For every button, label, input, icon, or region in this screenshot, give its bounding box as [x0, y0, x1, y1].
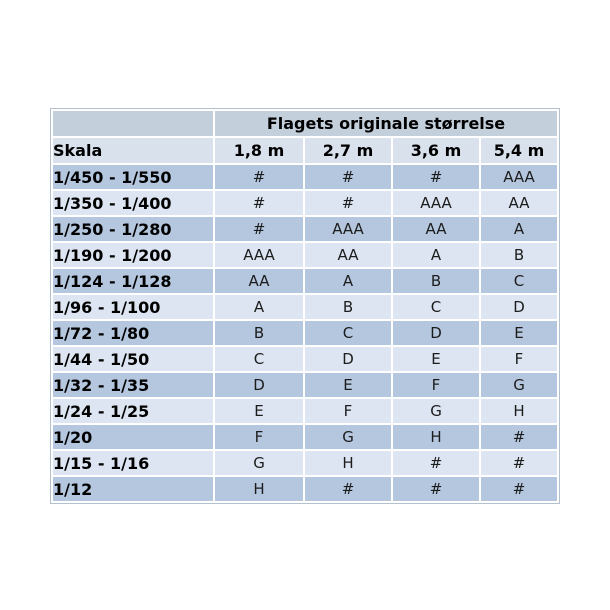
value-cell: C [305, 321, 391, 345]
value-cell: # [393, 477, 479, 501]
value-cell: A [393, 243, 479, 267]
value-cell: D [481, 295, 557, 319]
table-row [53, 321, 557, 345]
value-cell: B [393, 269, 479, 293]
value-cell: D [215, 373, 303, 397]
value-cell: # [393, 451, 479, 475]
value-cell: F [215, 425, 303, 449]
value-cell: G [215, 451, 303, 475]
value-cell: D [305, 347, 391, 371]
value-cell: G [305, 425, 391, 449]
value-cell: H [305, 451, 391, 475]
table-title-row [53, 111, 557, 136]
value-cell: AA [393, 217, 479, 241]
scale-cell: 1/15 - 1/16 [53, 451, 213, 475]
value-cell: C [215, 347, 303, 371]
table-row [53, 165, 557, 189]
value-cell: AAA [481, 165, 557, 189]
value-cell: C [393, 295, 479, 319]
table-row [53, 399, 557, 423]
scale-cell: 1/450 - 1/550 [53, 165, 213, 189]
column-header-3-6m: 3,6 m [393, 138, 479, 163]
value-cell: AAA [215, 243, 303, 267]
scale-cell: 1/96 - 1/100 [53, 295, 213, 319]
table-row [53, 269, 557, 293]
value-cell: E [393, 347, 479, 371]
scale-cell: 1/32 - 1/35 [53, 373, 213, 397]
table-row [53, 217, 557, 241]
flag-size-scale-table [50, 108, 560, 504]
value-cell: # [305, 191, 391, 215]
value-cell: B [305, 295, 391, 319]
value-cell: A [481, 217, 557, 241]
value-cell: AAA [393, 191, 479, 215]
scale-cell: 1/350 - 1/400 [53, 191, 213, 215]
value-cell: A [305, 269, 391, 293]
column-header-5-4m: 5,4 m [481, 138, 557, 163]
value-cell: B [481, 243, 557, 267]
value-cell: B [215, 321, 303, 345]
value-cell: # [215, 191, 303, 215]
value-cell: AAA [305, 217, 391, 241]
value-cell: # [481, 451, 557, 475]
table-row [53, 295, 557, 319]
column-header-1-8m: 1,8 m [215, 138, 303, 163]
scale-cell: 1/44 - 1/50 [53, 347, 213, 371]
value-cell: H [481, 399, 557, 423]
scale-cell: 1/12 [53, 477, 213, 501]
column-header-skala: Skala [53, 138, 213, 163]
value-cell: C [481, 269, 557, 293]
table-row [53, 191, 557, 215]
value-cell: # [393, 165, 479, 189]
table-row [53, 347, 557, 371]
value-cell: E [481, 321, 557, 345]
value-cell: # [481, 477, 557, 501]
scale-cell: 1/250 - 1/280 [53, 217, 213, 241]
value-cell: # [481, 425, 557, 449]
value-cell: G [481, 373, 557, 397]
table-row [53, 477, 557, 501]
value-cell: AA [481, 191, 557, 215]
value-cell: # [215, 217, 303, 241]
value-cell: G [393, 399, 479, 423]
column-header-2-7m: 2,7 m [305, 138, 391, 163]
value-cell: AA [215, 269, 303, 293]
column-header-row [53, 138, 557, 163]
value-cell: # [215, 165, 303, 189]
scale-cell: 1/24 - 1/25 [53, 399, 213, 423]
value-cell: F [393, 373, 479, 397]
value-cell: A [215, 295, 303, 319]
scale-cell: 1/20 [53, 425, 213, 449]
value-cell: E [215, 399, 303, 423]
value-cell: H [215, 477, 303, 501]
value-cell: F [481, 347, 557, 371]
table-title: Flagets originale størrelse [215, 111, 557, 136]
value-cell: # [305, 165, 391, 189]
table-row [53, 373, 557, 397]
corner-cell [53, 111, 213, 136]
value-cell: # [305, 477, 391, 501]
value-cell: D [393, 321, 479, 345]
table-row [53, 451, 557, 475]
value-cell: AA [305, 243, 391, 267]
scale-cell: 1/124 - 1/128 [53, 269, 213, 293]
table-row [53, 425, 557, 449]
scale-cell: 1/72 - 1/80 [53, 321, 213, 345]
table-row [53, 243, 557, 267]
value-cell: H [393, 425, 479, 449]
value-cell: E [305, 373, 391, 397]
scale-cell: 1/190 - 1/200 [53, 243, 213, 267]
value-cell: F [305, 399, 391, 423]
